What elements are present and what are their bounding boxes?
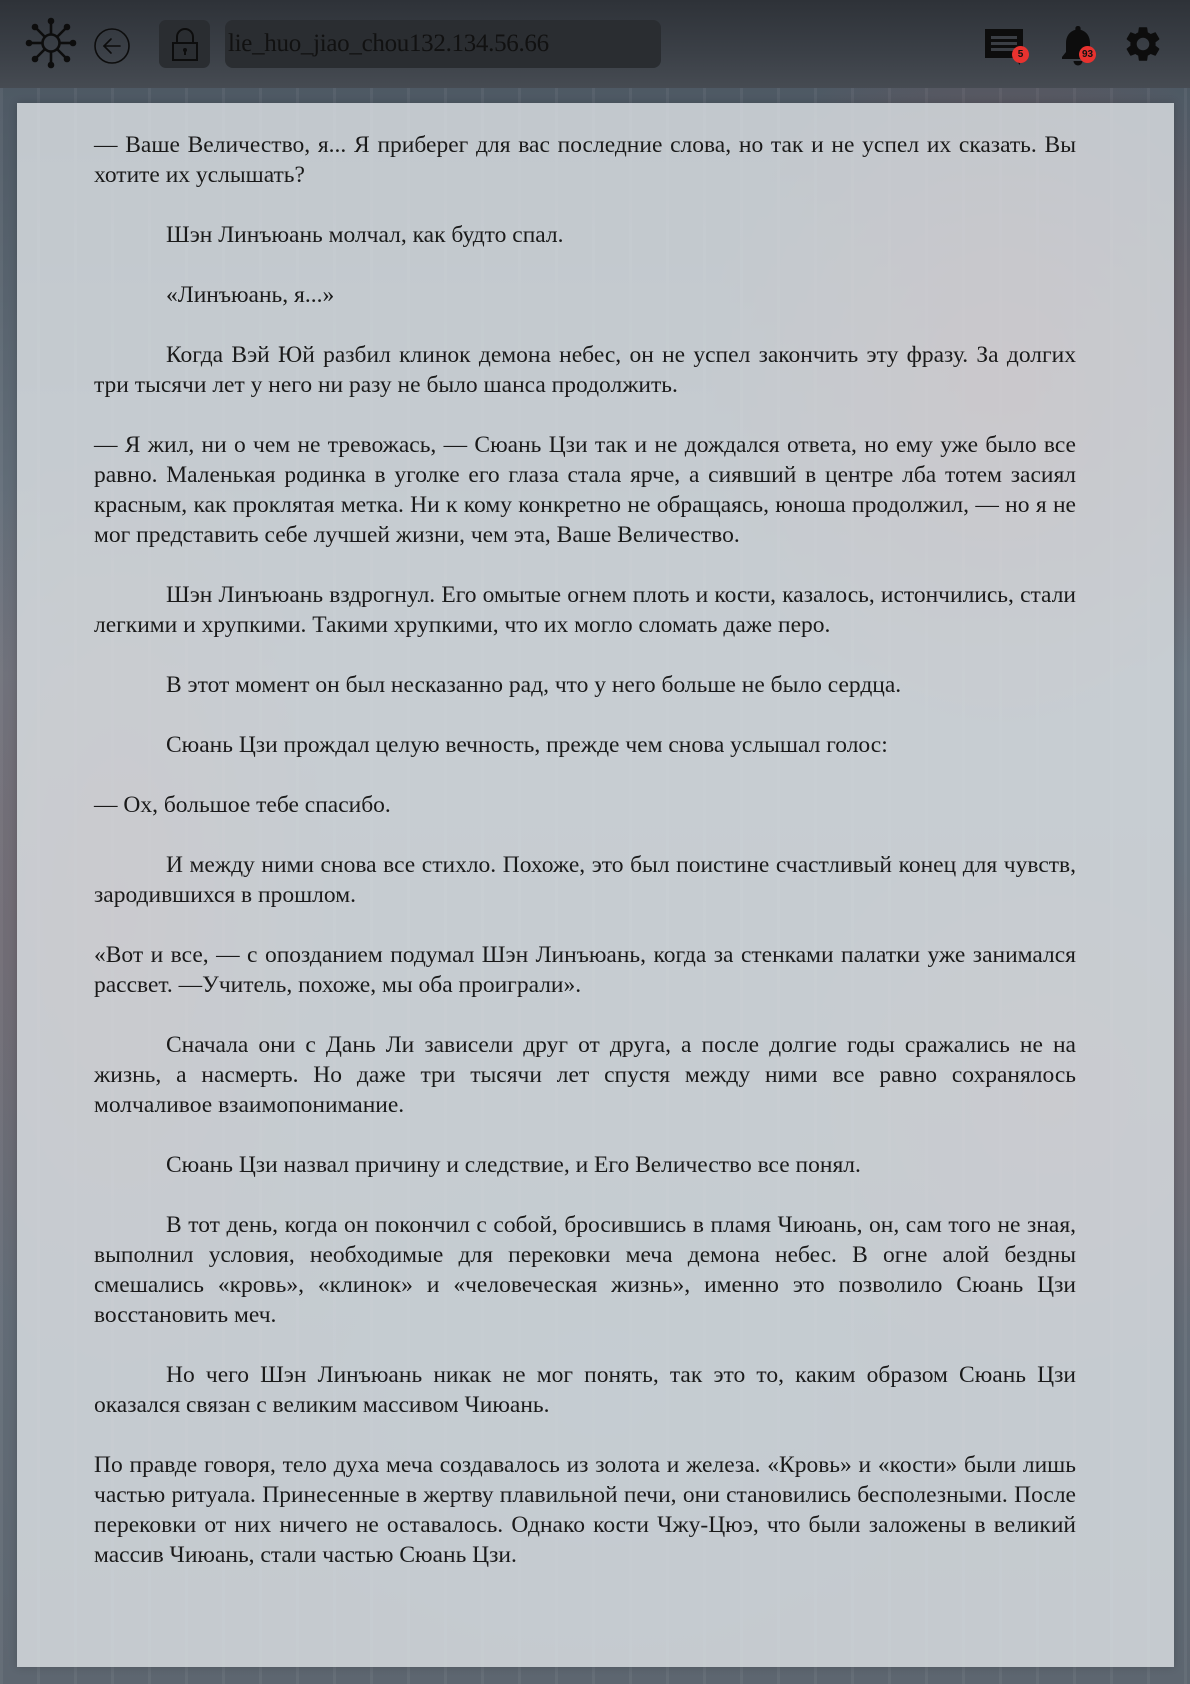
back-button[interactable] — [93, 27, 131, 65]
notifications-badge: 93 — [1079, 46, 1096, 63]
paragraph: Сюань Цзи прождал целую вечность, прежде чем снова услышал голос: — [166, 732, 888, 758]
paragraph: Сначала они с Дань Ли зависели друг от друга, а после долгие годы сражались не на жизнь, а насмерть. Но даже три тысячи лет спустя между ними все равно сохранялось молчаливое взаимопонимание. — [94, 1032, 1076, 1118]
paragraph: «Вот и все, — с опозданием подумал Шэн Линъюань, когда за стенками палатки уже занимался рассвет. —Учитель, похоже, мы оба проиграли». — [94, 942, 1076, 998]
paragraph: И между ними снова все стихло. Похоже, это был поистине счастливый конец для чувств, зародившихся в прошлом. — [94, 852, 1076, 908]
paragraph: Сюань Цзи назвал причину и следствие, и Его Величество все понял. — [166, 1152, 861, 1178]
top-bar — [0, 0, 1190, 88]
paragraph: В тот день, когда он покончил с собой, бросившись в пламя Чиюань, он, сам того не зная, выполнил условия, необходимые для перековки меча демона небес. В огне алой бездны смешались «кровь», «клинок» и «человеческая жизнь», именно это позволило Сюань Цзи восстановить меч. — [94, 1212, 1076, 1328]
address-field[interactable]: lie_huo_jiao_chou132.134.56.66 — [225, 20, 661, 68]
paragraph: Но чего Шэн Линъюань никак не мог понять, так это то, каким образом Сюань Цзи оказался связан с великим массивом Чиюань. — [94, 1362, 1076, 1418]
paragraph: — Ваше Величество, я... Я приберег для вас последние слова, но так и не успел их сказать. Вы хотите их услышать? — [94, 132, 1076, 188]
settings-gear-icon[interactable] — [1122, 23, 1164, 65]
paragraph: В этот момент он был несказанно рад, что у него больше не было сердца. — [166, 672, 902, 698]
chapter-text — [94, 130, 1076, 1600]
paragraph: По правде говоря, тело духа меча создавалось из золота и железа. «Кровь» и «кости» были лишь частью ритуала. Принесенные в жертву плавильной печи, они становились бесполезными. После перековки от них ничего не оставалось. Однако кости Чжу-Цюэ, что были заложены в великий массив Чиюань, стали частью Сюань Цзи. — [94, 1452, 1076, 1568]
paragraph: — Я жил, ни о чем не тревожась, — Сюань Цзи так и не дождался ответа, но ему уже было все равно. Маленькая родинка в уголке его глаза стала ярче, а сиявший в центре лба тотем засиял красным, как проклятая метка. Ни к кому конкретно не обращаясь, юноша продолжил, — но я не мог представить себе лучшей жизни, чем эта, Ваше Величество. — [94, 432, 1076, 548]
paragraph: Шэн Линъюань молчал, как будто спал. — [166, 222, 564, 248]
lock-button[interactable] — [159, 20, 210, 68]
paragraph: Когда Вэй Юй разбил клинок демона небес, он не успел закончить эту фразу. За долгих три тысячи лет у него ни разу не было шанса продолжить. — [94, 342, 1076, 398]
paragraph: — Ох, большое тебе спасибо. — [94, 792, 391, 818]
network-hub-icon[interactable] — [24, 16, 78, 70]
lock-icon — [169, 26, 201, 62]
paragraph: Шэн Линъюань вздрогнул. Его омытые огнем плоть и кости, казалось, истончились, стали легкими и хрупкими. Такими хрупкими, что их могло сломать даже перо. — [94, 582, 1076, 638]
messages-badge: 5 — [1012, 46, 1029, 63]
paragraph: «Линъюань, я...» — [166, 282, 335, 308]
